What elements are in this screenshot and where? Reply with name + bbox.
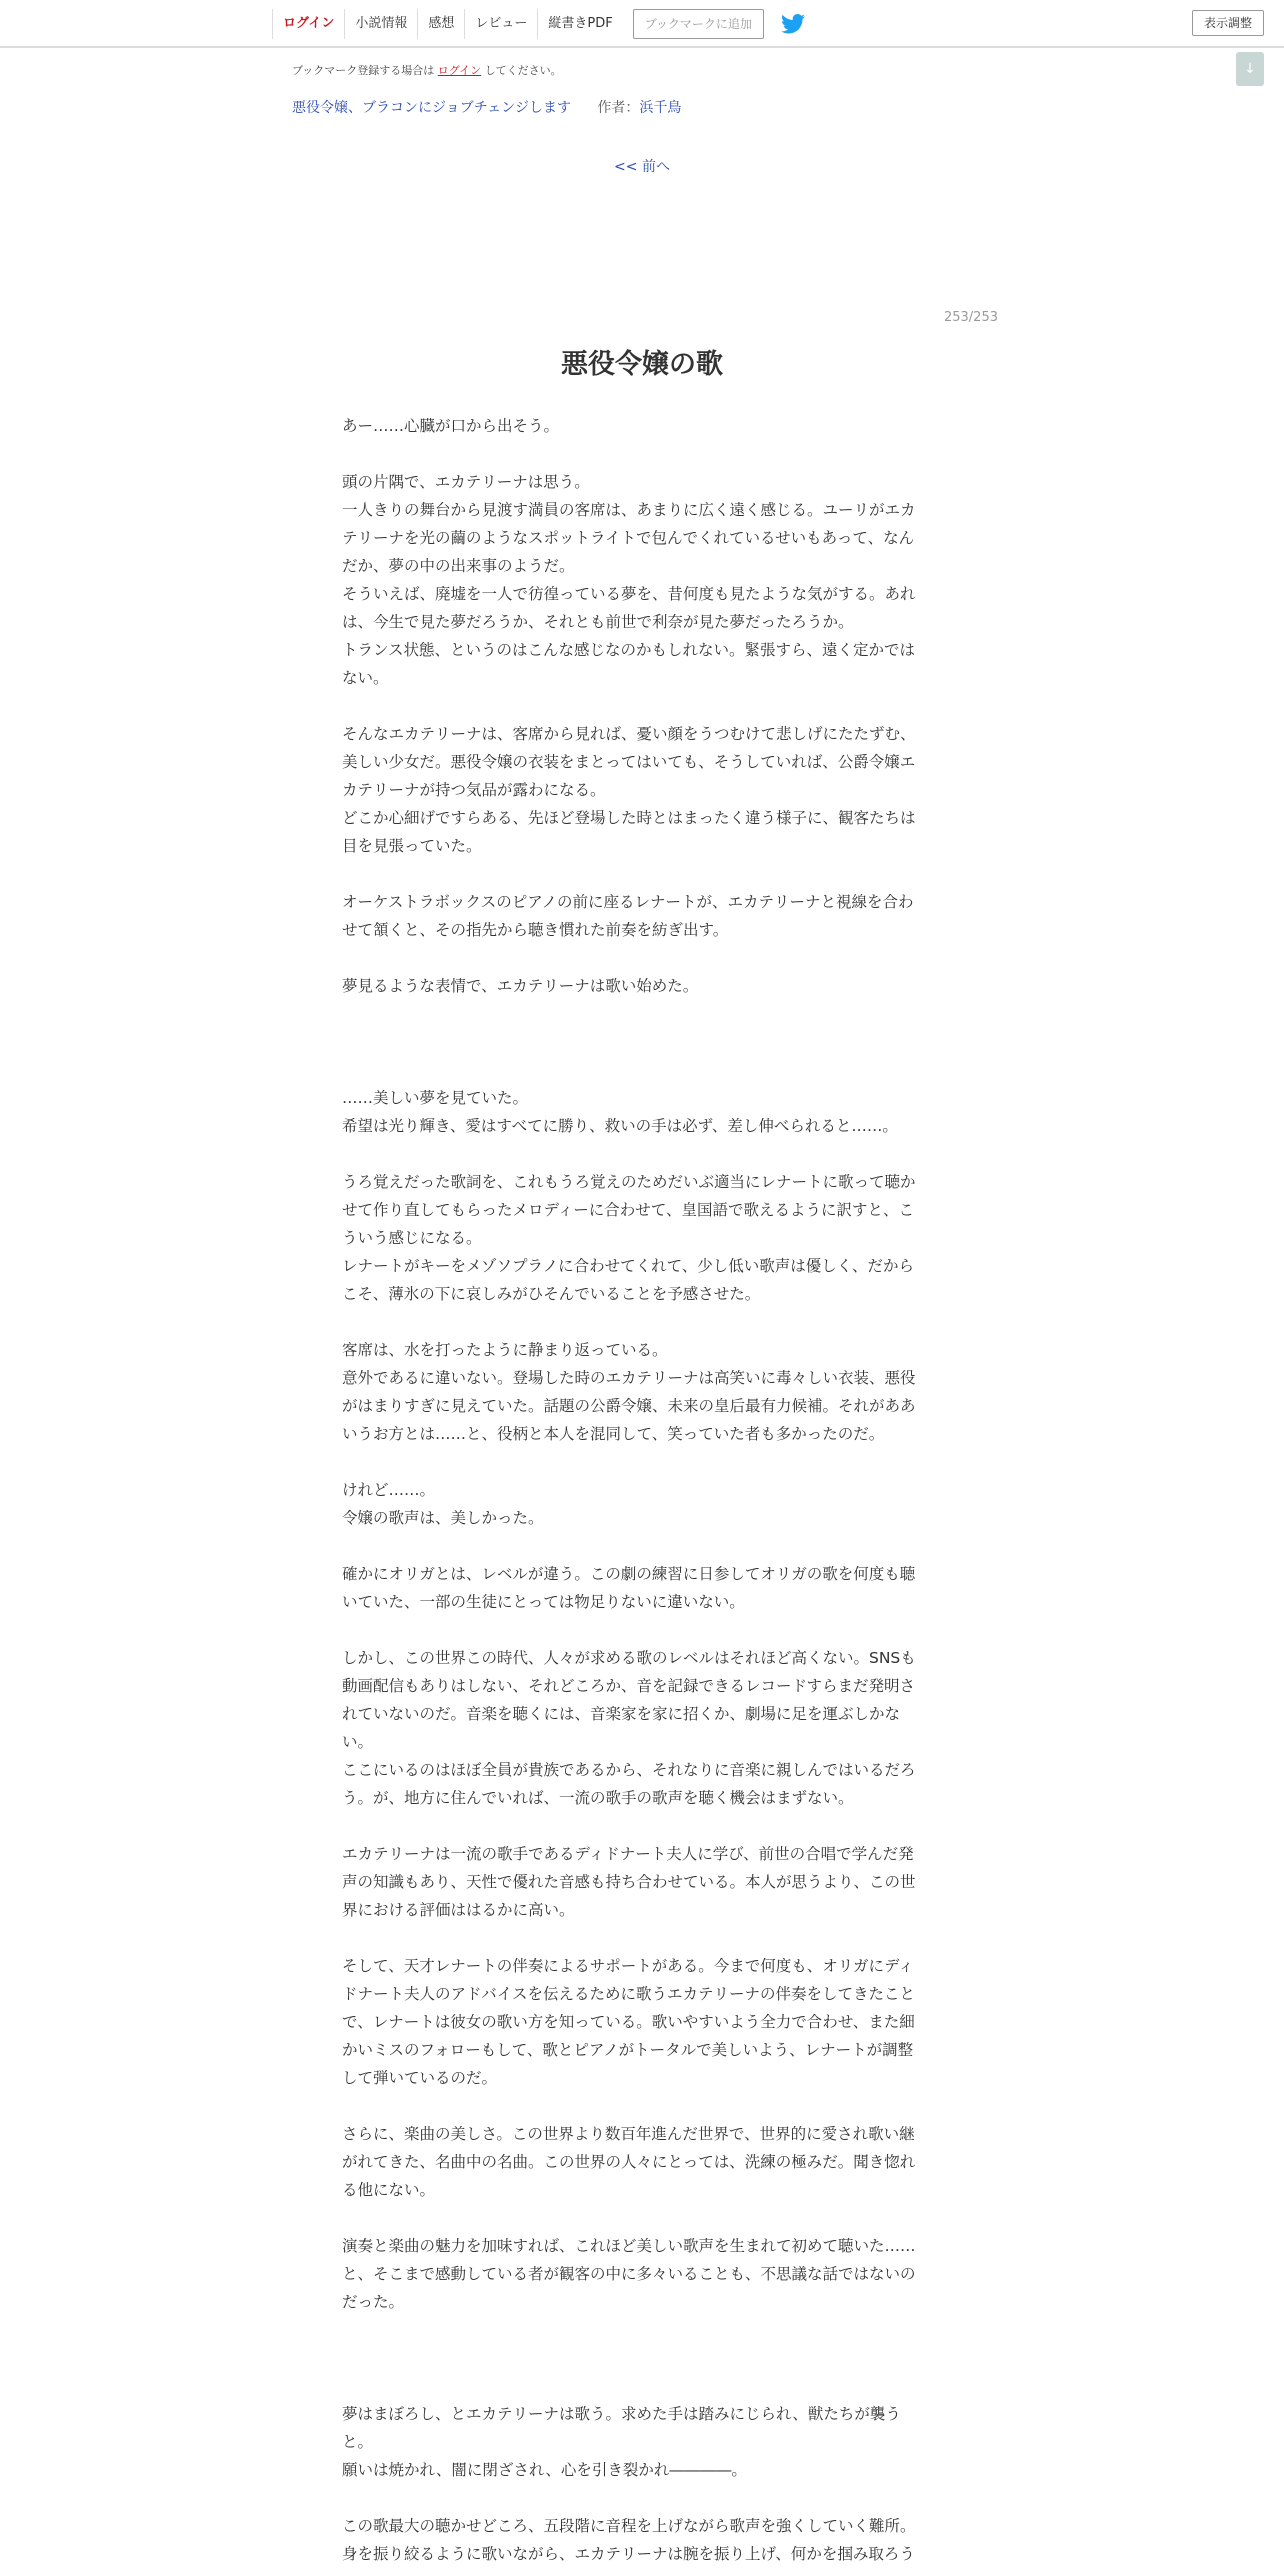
body-line: 演奏と楽曲の魅力を加味すれば、これほど美しい歌声を生まれて初めて聴いた…… bbox=[342, 2237, 916, 2255]
body-line: この歌最大の聴かせどころ、五段階に音程を上げながら歌声を強くしていく難所。 bbox=[342, 2517, 916, 2535]
body-line: 客席は、水を打ったように静まり返っている。 bbox=[342, 1341, 668, 1359]
body-line: さらに、楽曲の美しさ。この世界より数百年進んだ世界で、世界的に愛され歌い継 bbox=[342, 2125, 915, 2143]
body-line: 目を見張っていた。 bbox=[342, 837, 482, 855]
body-line: ……美しい夢を見ていた。 bbox=[342, 1089, 529, 1107]
body-line bbox=[342, 440, 942, 468]
global-nav bbox=[272, 9, 806, 39]
body-line: 令嬢の歌声は、美しかった。 bbox=[342, 1509, 544, 1527]
body-line: 意外であるに違いない。登場した時のエカテリーナは高笑いに毒々しい衣装、悪役 bbox=[342, 1369, 916, 1387]
body-line: は、今生で見た夢だろうか、それとも前世で利奈が見た夢だったろうか。 bbox=[342, 613, 854, 631]
nav-novel-info-link[interactable]: 小説情報 bbox=[344, 9, 417, 39]
body-line: けれど……。 bbox=[342, 1481, 436, 1499]
chapter-page-count: 253/253 bbox=[943, 310, 998, 325]
body-line: エカテリーナは一流の歌手であるディドナート夫人に学び、前世の合唱で学んだ発 bbox=[342, 1845, 914, 1863]
bookmark-note-suffix: してください。 bbox=[484, 64, 562, 77]
prev-chapter-link[interactable]: << 前へ bbox=[614, 159, 670, 175]
body-line bbox=[342, 1028, 942, 1056]
body-line bbox=[342, 860, 942, 888]
bookmark-login-note bbox=[292, 62, 562, 78]
body-line bbox=[342, 1616, 942, 1644]
body-line bbox=[342, 1056, 942, 1084]
body-line bbox=[342, 1000, 942, 1028]
body-line: 確かにオリガとは、レベルが違う。この劇の練習に日参してオリガの歌を何度も聴 bbox=[342, 1565, 916, 1583]
body-line bbox=[342, 1140, 942, 1168]
body-line bbox=[342, 1532, 942, 1560]
body-line bbox=[342, 1924, 942, 1952]
body-line: う。が、地方に住んでいれば、一流の歌手の歌声を聴く機会はまずない。 bbox=[342, 1789, 854, 1807]
chapter-body bbox=[342, 412, 942, 2568]
body-line bbox=[342, 944, 942, 972]
body-line: い。 bbox=[342, 1733, 374, 1751]
body-line: だか、夢の中の出来事のようだ。 bbox=[342, 557, 575, 575]
body-line: トランス状態、というのはこんな感じなのかもしれない。緊張すら、遠く定かでは bbox=[342, 641, 916, 659]
body-line: カテリーナが持つ気品が露わになる。 bbox=[342, 781, 606, 799]
body-line: こそ、薄氷の下に哀しみがひそんでいることを予感させた。 bbox=[342, 1285, 761, 1303]
author-name-link[interactable]: 浜千鳥 bbox=[639, 100, 682, 116]
bookmark-note-prefix: ブックマーク登録する場合は bbox=[292, 64, 435, 77]
nav-impressions-link[interactable]: 感想 bbox=[417, 9, 464, 39]
body-line: 身を振り絞るように歌いながら、エカテリーナは腕を振り上げ、何かを掴み取ろう bbox=[342, 2545, 915, 2563]
body-line: レナートがキーをメゾソプラノに合わせてくれて、少し低い歌声は優しく、だから bbox=[342, 1257, 914, 1275]
body-line: そんなエカテリーナは、客席から見れば、憂い顔をうつむけて悲しげにたたずむ、 bbox=[342, 725, 916, 743]
body-line: いていた、一部の生徒にとっては物足りないに違いない。 bbox=[342, 1593, 745, 1611]
body-line: かいミスのフォローもして、歌とピアノがトータルで美しいよう、レナートが調整 bbox=[342, 2041, 914, 2059]
body-line: 願いは焼かれ、闇に閉ざされ、心を引き裂かれ――――。 bbox=[342, 2461, 747, 2479]
body-line: がはまりすぎに見えていた。話題の公爵令嬢、未来の皇后最有力候補。それがああ bbox=[342, 1397, 916, 1415]
top-navigation-bar bbox=[0, 0, 1284, 48]
prev-chapter-row bbox=[0, 156, 1284, 176]
body-line: せて頷くと、その指先から聴き慣れた前奏を紡ぎ出す。 bbox=[342, 921, 729, 939]
body-line: と、そこまで感動している者が観客の中に多々いることも、不思議な話ではないの bbox=[342, 2265, 916, 2283]
body-line: 美しい少女だ。悪役令嬢の衣装をまとってはいても、そうしていれば、公爵令嬢エ bbox=[342, 753, 916, 771]
body-line: 声の知識もあり、天性で優れた音感も持ち合わせている。本人が思うより、この世 bbox=[342, 1873, 916, 1891]
nav-review-link[interactable]: レビュー bbox=[464, 9, 537, 39]
bookmark-note-login-link[interactable]: ログイン bbox=[437, 64, 482, 77]
body-line: いうお方とは……と、役柄と本人を混同して、笑っていた者も多かったのだ。 bbox=[342, 1425, 885, 1443]
body-line bbox=[342, 2484, 942, 2512]
body-line bbox=[342, 2372, 942, 2400]
body-line: 一人きりの舞台から見渡す満員の客席は、あまりに広く遠く感じる。ユーリがエカ bbox=[342, 501, 916, 519]
chapter-title: 悪役令嬢の歌 bbox=[561, 349, 723, 380]
body-line: あー……心臓が口から出そう。 bbox=[342, 417, 560, 435]
body-line: ない。 bbox=[342, 669, 389, 687]
body-line: 頭の片隅で、エカテリーナは思う。 bbox=[342, 473, 590, 491]
body-line: そういえば、廃墟を一人で彷徨っている夢を、昔何度も見たような気がする。あれ bbox=[342, 585, 916, 603]
body-line: オーケストラボックスのピアノの前に座るレナートが、エカテリーナと視線を合わ bbox=[342, 893, 914, 911]
body-line: ここにいるのはほぼ全員が貴族であるから、それなりに音楽に親しんではいるだろ bbox=[342, 1761, 916, 1779]
body-line: して弾いているのだ。 bbox=[342, 2069, 498, 2087]
body-line: 動画配信もありはしない、それどころか、音を記録できるレコードすらまだ発明さ bbox=[342, 1677, 916, 1695]
body-line: と。 bbox=[342, 2433, 374, 2451]
body-line bbox=[342, 1308, 942, 1336]
arrow-down-icon[interactable]: ↓ bbox=[1236, 52, 1264, 86]
body-line bbox=[342, 1448, 942, 1476]
body-line: せて作り直してもらったメロディーに合わせて、皇国語で歌えるように訳すと、こ bbox=[342, 1201, 914, 1219]
body-line: る他にない。 bbox=[342, 2181, 436, 2199]
body-line: そして、天才レナートの伴奏によるサポートがある。今まで何度も、オリガにディ bbox=[342, 1957, 914, 1975]
body-line bbox=[342, 2344, 942, 2372]
body-line: ドナート夫人のアドバイスを伝えるために歌うエカテリーナの伴奏をしてきたこと bbox=[342, 1985, 916, 2003]
display-settings-button[interactable]: 表示調整 bbox=[1192, 10, 1264, 36]
body-line: ういう感じになる。 bbox=[342, 1229, 482, 1247]
twitter-bird-icon[interactable] bbox=[780, 11, 806, 37]
body-line bbox=[342, 2316, 942, 2344]
body-line: うろ覚えだった歌詞を、これもうろ覚えのためだいぶ適当にレナートに歌って聴か bbox=[342, 1173, 916, 1191]
body-line: 希望は光り輝き、愛はすべてに勝り、救いの手は必ず、差し伸べられると……。 bbox=[342, 1117, 898, 1135]
body-line bbox=[342, 2204, 942, 2232]
body-line: れていないのだ。音楽を聴くには、音楽家を家に招くか、劇場に足を運ぶしかな bbox=[342, 1705, 901, 1723]
novel-info-row bbox=[292, 97, 681, 117]
nav-vertical-pdf-link[interactable]: 縦書きPDF bbox=[537, 9, 622, 39]
body-line bbox=[342, 2092, 942, 2120]
body-line bbox=[342, 1812, 942, 1840]
novel-title-link[interactable]: 悪役令嬢、ブラコンにジョブチェンジします bbox=[292, 100, 571, 116]
body-line: で、レナートは彼女の歌い方を知っている。歌いやすいよう全力で合わせ、また細 bbox=[342, 2013, 915, 2031]
body-line: 夢見るような表情で、エカテリーナは歌い始めた。 bbox=[342, 977, 699, 995]
body-line: どこか心細げですらある、先ほど登場した時とはまったく違う様子に、観客たちは bbox=[342, 809, 916, 827]
twitter-bird-glyph bbox=[781, 14, 805, 34]
author-label: 作者： bbox=[597, 100, 640, 116]
nav-login-link[interactable]: ログイン bbox=[272, 9, 344, 39]
body-line: 界における評価ははるかに高い。 bbox=[342, 1901, 575, 1919]
body-line: テリーナを光の繭のようなスポットライトで包んでくれているせいもあって、なん bbox=[342, 529, 915, 547]
body-line: 夢はまぼろし、とエカテリーナは歌う。求めた手は踏みにじられ、獣たちが襲う bbox=[342, 2405, 901, 2423]
body-line: がれてきた、名曲中の名曲。この世界の人々にとっては、洗練の極みだ。聞き惚れ bbox=[342, 2153, 916, 2171]
body-line bbox=[342, 692, 942, 720]
body-line: だった。 bbox=[342, 2293, 405, 2311]
body-line: しかし、この世界この時代、人々が求める歌のレベルはそれほど高くない。SNSも bbox=[342, 1649, 916, 1667]
add-bookmark-button[interactable]: ブックマークに追加 bbox=[633, 9, 764, 39]
